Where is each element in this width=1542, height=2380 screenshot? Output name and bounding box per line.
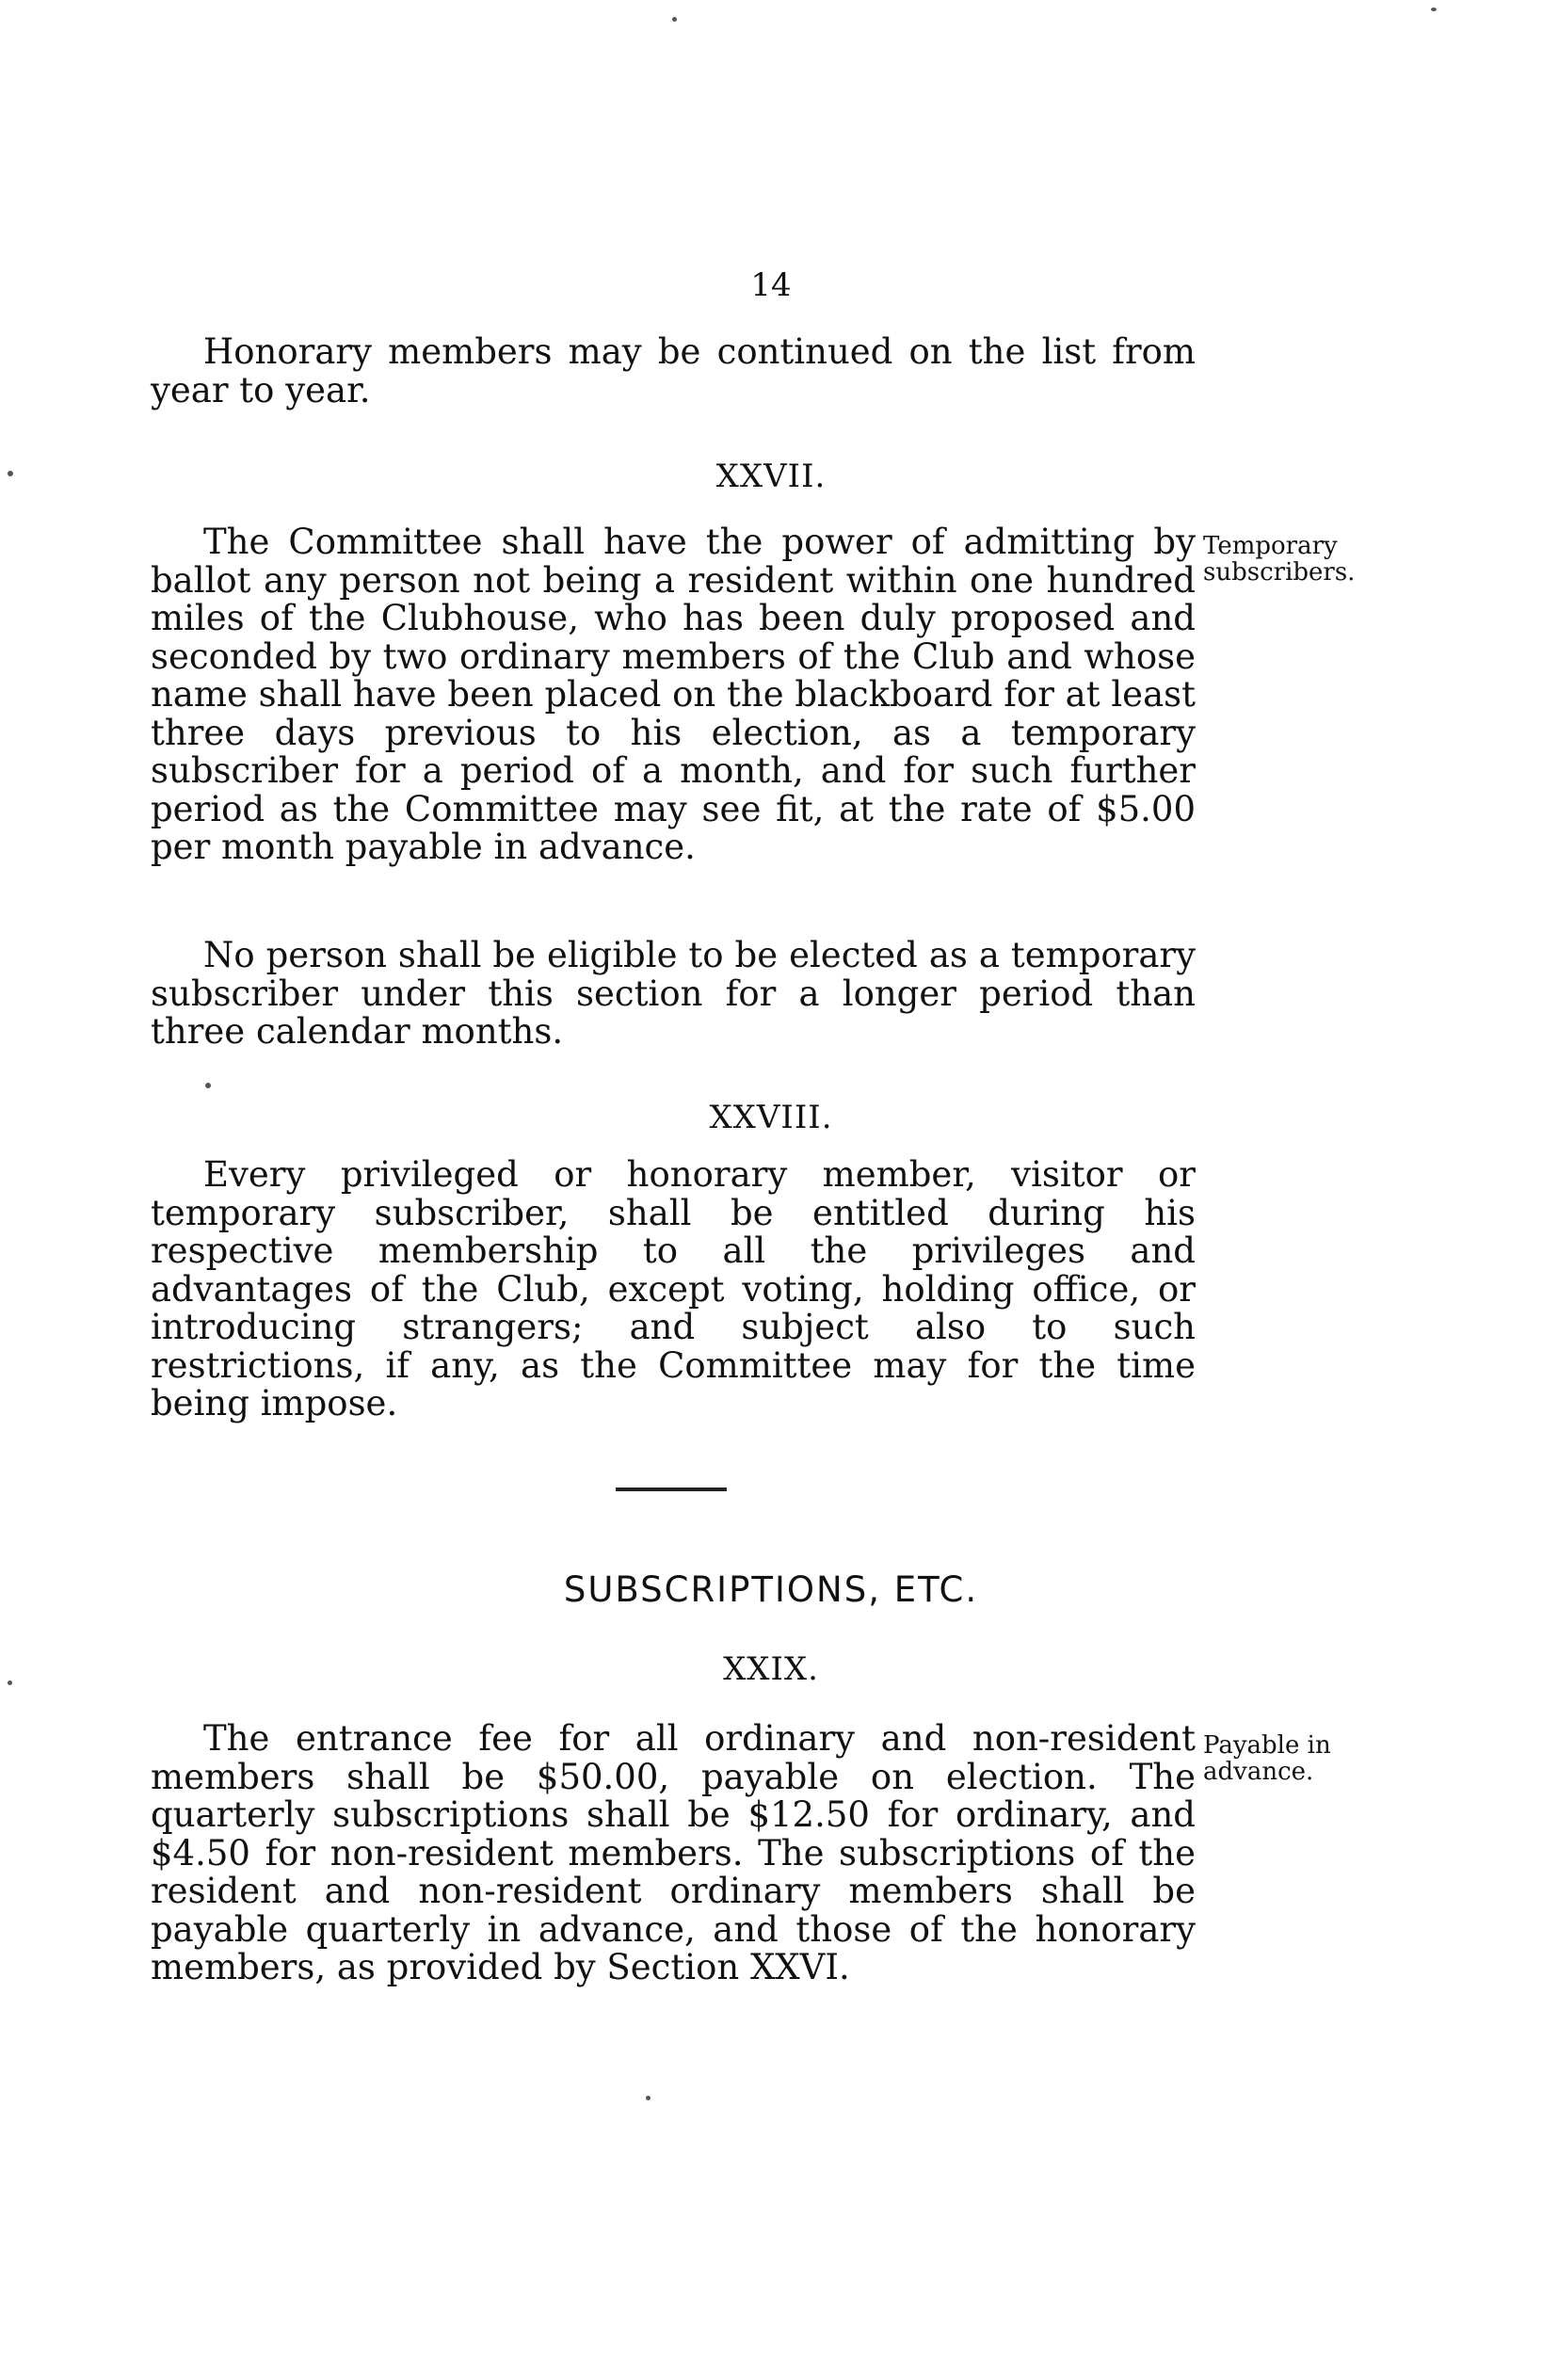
print-speck — [8, 1680, 12, 1685]
subscriptions-heading: SUBSCRIPTIONS, ETC. — [563, 1569, 979, 1610]
section-xxix-paragraph: The entrance fee for all ordinary and non-resident members shall be $50.00, payable on election. The quarterly subscriptions shall be $12.50 for ordinary, and $4.50 for non-resident members. The subscriptions of the resident and non-resident ordinary members shall be payable quarterly in advance, and those of the honorary members, as provided by Section XXVI. — [151, 1718, 1196, 1987]
intro-paragraph: Honorary members may be continued on the list from year to year. — [151, 331, 1196, 410]
print-speck — [205, 1083, 211, 1088]
section-xxvii-paragraph-1: The Committee shall have the power of admitting by ballot any person not being a resident within one hundred miles of the Clubhouse, who has been duly proposed and seconded by two ordinary members of the Club and whose name shall have been placed on the blackboard for at least three days previous to his election, as a temporary subscriber for a period of a month, and for such further period as the Committee may see fit, at the rate of $5.00 per month payable in advance. — [151, 522, 1196, 867]
margin-note-line: Temporary — [1203, 532, 1338, 560]
section-number-xxvii: XXVII. — [715, 458, 827, 495]
print-speck — [1431, 8, 1437, 11]
print-speck — [672, 17, 677, 22]
margin-note-line: subscribers. — [1203, 558, 1356, 587]
margin-note-line: Payable in — [1203, 1731, 1331, 1760]
section-xxvii-paragraph-2: No person shall be eligible to be elected as a temporary subscriber under this section for a longer period than three calendar months. — [151, 935, 1196, 1052]
margin-note-payable-in-advance — [1203, 1732, 1331, 1785]
section-number-xxix: XXIX. — [723, 1650, 819, 1688]
print-speck — [8, 471, 13, 476]
section-divider — [616, 1488, 727, 1491]
margin-note-line: advance. — [1203, 1758, 1314, 1786]
section-number-xxviii: XXVIII. — [709, 1099, 833, 1136]
print-speck — [646, 2096, 651, 2100]
page-number: 14 — [750, 266, 792, 304]
section-xxviii-paragraph: Every privileged or honorary member, visitor or temporary subscriber, shall be entitled during his respective membership to all the privileges and advantages of the Club, except voting, holding office, or introducing strangers; and subject also to such restrictions, if any, as the Committee may for the time being impose. — [151, 1154, 1196, 1423]
margin-note-temporary-subscribers — [1203, 533, 1355, 586]
